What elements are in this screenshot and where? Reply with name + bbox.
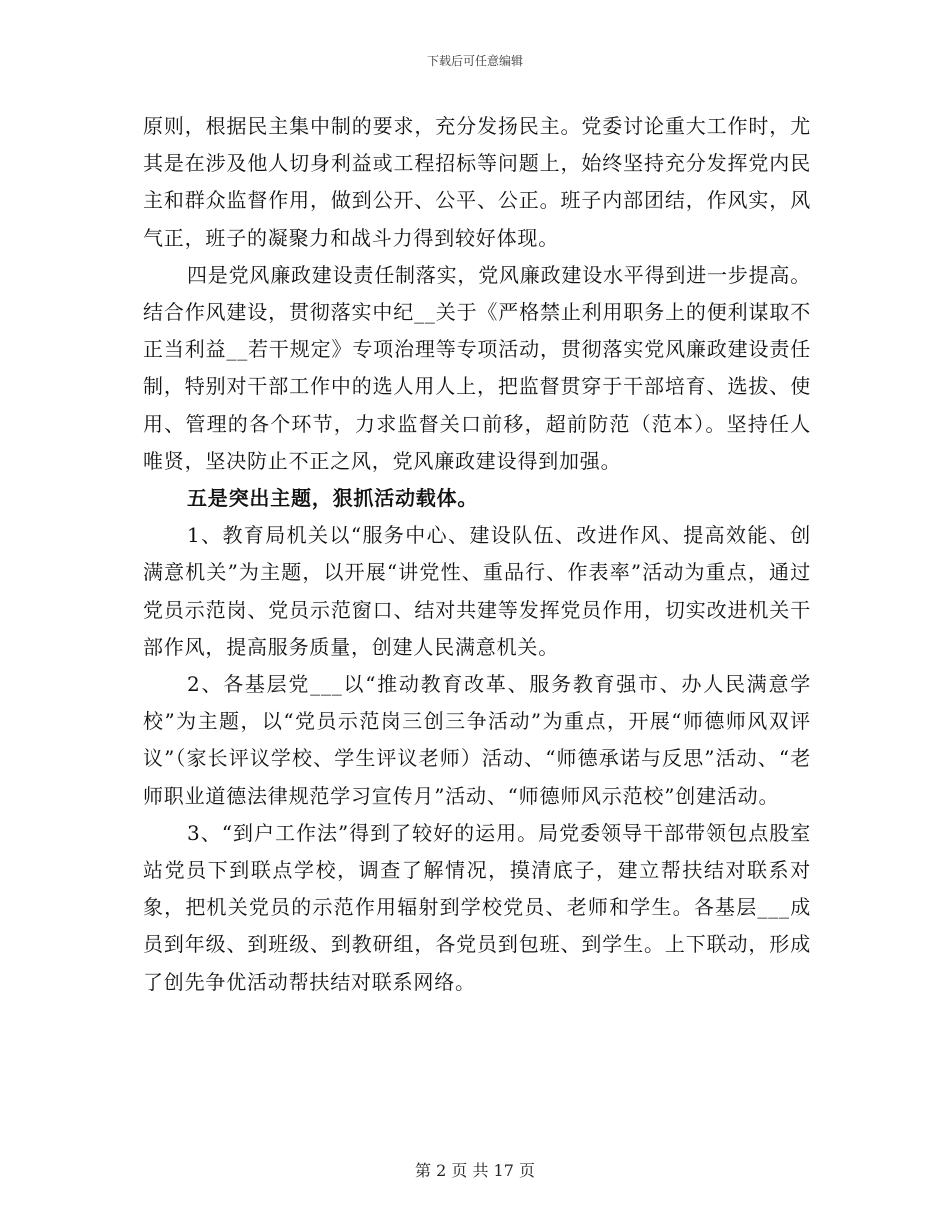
page-number: 第 2 页 共 17 页	[415, 1161, 535, 1180]
section-heading-theme: 五是突出主题，狠抓活动载体。	[187, 486, 479, 511]
page-header-note: 下载后可任意编辑	[426, 54, 523, 68]
paragraph-item-1: 1、教育局机关以“服务中心、建设队伍、改进作风、提高效能、创满意机关”为主题，以开展“讲党性、重品行、作表率”活动为重点，通过党员示范岗、党员示范窗口、结对共建等发挥党员作用，切实改进机关干部作风，提高服务质量，创建人民满意机关。	[143, 523, 811, 659]
paragraph-principle: 原则，根据民主集中制的要求，充分发扬民主。党委讨论重大工作时，尤其是在涉及他人切身利益或工程招标等问题上，始终坚持充分发挥党内民主和群众监督作用，做到公开、公平、公正。班子内部团结，作风实，风气正，班子的凝聚力和战斗力得到较好体现。	[143, 114, 811, 250]
paragraph-item-3: 3、“到户工作法”得到了较好的运用。局党委领导干部带领包点股室站党员下到联点学校，调查了解情况，摸清底子，建立帮扶结对联系对象，把机关党员的示范作用辐射到学校党员、老师和学生。各基层___成员到年级、到班级、到教研组，各党员到包班、到学生。上下联动，形成了创先争优活动帮扶结对联系网络。	[143, 820, 811, 994]
paragraph-anti-corruption: 四是党风廉政建设责任制落实，党风廉政建设水平得到进一步提高。结合作风建设，贯彻落实中纪__关于《严格禁止利用职务上的便利谋取不正当利益__若干规定》专项治理等专项活动，贯彻落实党风廉政建设责任制，特别对干部工作中的选人用人上，把监督贯穿于干部培育、选拔、使用、管理的各个环节，力求监督关口前移，超前防范（范本）。坚持任人唯贤，坚决防止不正之风，党风廉政建设得到加强。	[143, 262, 811, 473]
paragraph-item-2: 2、各基层党___以“推动教育改革、服务教育强市、办人民满意学校”为主题，以“党员示范岗三创三争活动”为重点，开展“师德师风双评议”（家长评议学校、学生评议老师）活动、“师德承诺与反思”活动、“老师职业道德法律规范学习宣传月”活动、“师德师风示范校”创建活动。	[143, 672, 811, 808]
document-body	[143, 108, 811, 1001]
